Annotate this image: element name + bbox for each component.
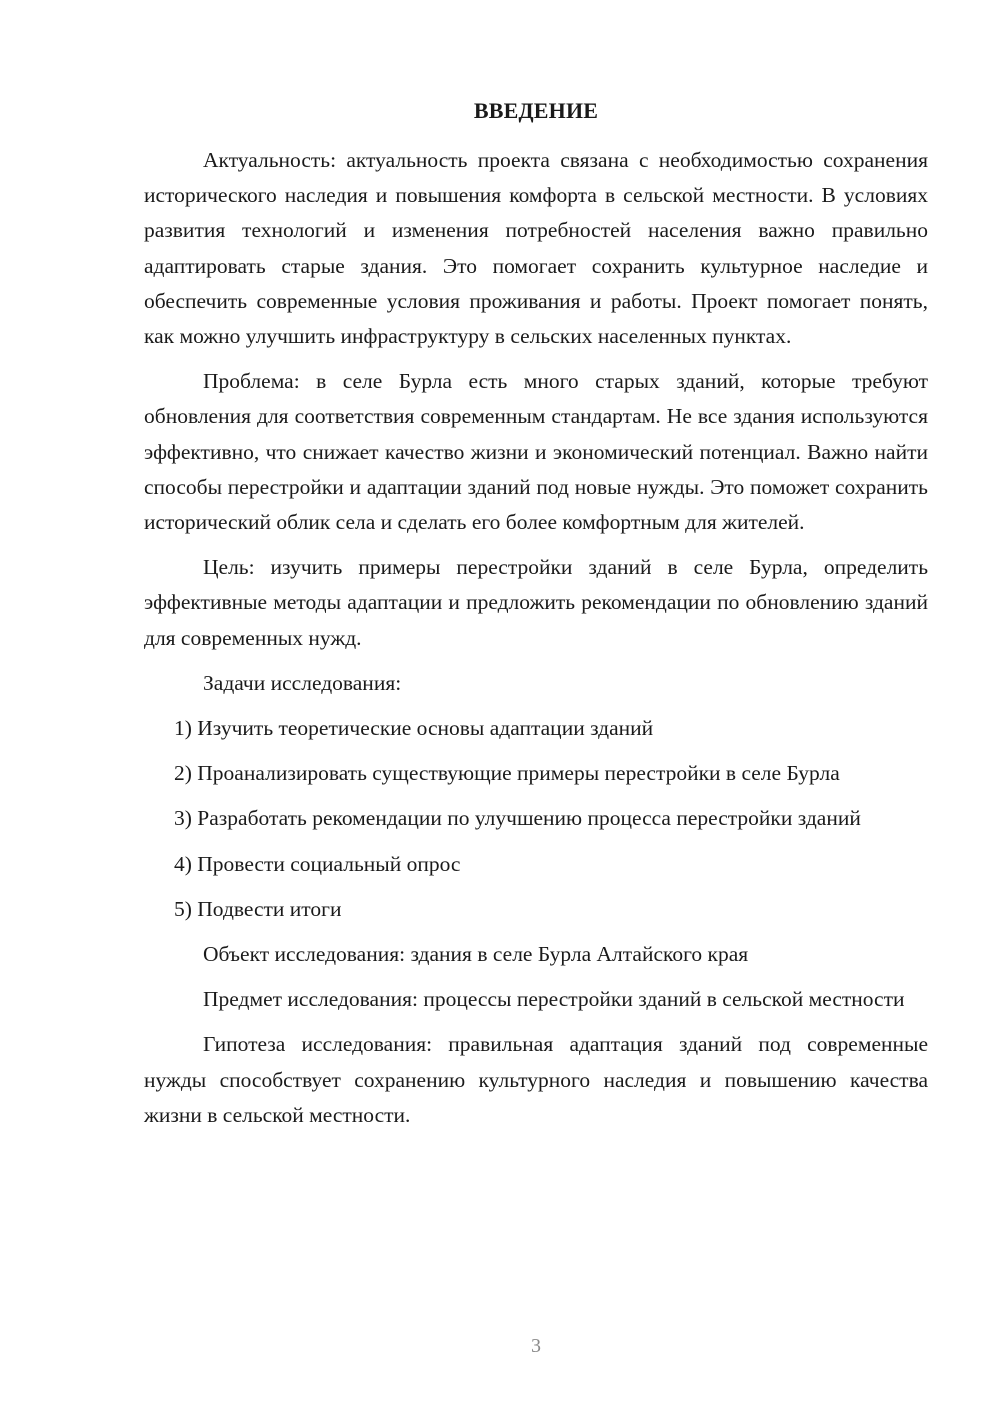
task-item-3: 3) Разработать рекомендации по улучшению процесса перестройки зданий <box>174 806 861 831</box>
page-title: ВВЕДЕНИЕ <box>473 98 599 123</box>
document-page <box>144 0 928 1414</box>
paragraph-problem: Проблема: в селе Бурла есть много старых зданий, которые требуют обновления для соответствия современным стандартам. Не все здания используются эффективно, что снижает качество жизни и экономический потенциал. Важно найти способы перестройки и адаптации зданий под новые нужды. Это поможет сохранить исторический облик села и сделать его более комфортным для жителей. <box>144 369 928 535</box>
task-item-5: 5) Подвести итоги <box>174 896 342 921</box>
page-number: 3 <box>531 1335 541 1357</box>
paragraph-relevance: Актуальность: актуальность проекта связана с необходимостью сохранения исторического наследия и повышения комфорта в сельской местности. В условиях развития технологий и изменения потребностей населения важно правильно адаптировать старые здания. Это помогает сохранить культурное наследие и обеспечить современные условия проживания и работы. Проект помогает понять, как можно улучшить инфраструктуру в сельских населенных пунктах. <box>144 148 928 349</box>
task-item-1: 1) Изучить теоретические основы адаптации зданий <box>174 716 654 741</box>
task-item-2: 2) Проанализировать существующие примеры перестройки в селе Бурла <box>174 761 840 786</box>
paragraph-goal: Цель: изучить примеры перестройки зданий в селе Бурла, определить эффективные методы адаптации и предложить рекомендации по обновлению зданий для современных нужд. <box>144 555 928 650</box>
paragraph-hypothesis: Гипотеза исследования: правильная адаптация зданий под современные нужды способствует сохранению культурного наследия и повышению качества жизни в сельской местности. <box>144 1032 928 1127</box>
document-body <box>144 143 928 1143</box>
tasks-title: Задачи исследования: <box>203 670 402 695</box>
task-item-4: 4) Провести социальный опрос <box>174 851 461 876</box>
paragraph-subject: Предмет исследования: процессы перестройки зданий в сельской местности <box>203 987 905 1012</box>
paragraph-object: Объект исследования: здания в селе Бурла Алтайского края <box>203 942 749 967</box>
